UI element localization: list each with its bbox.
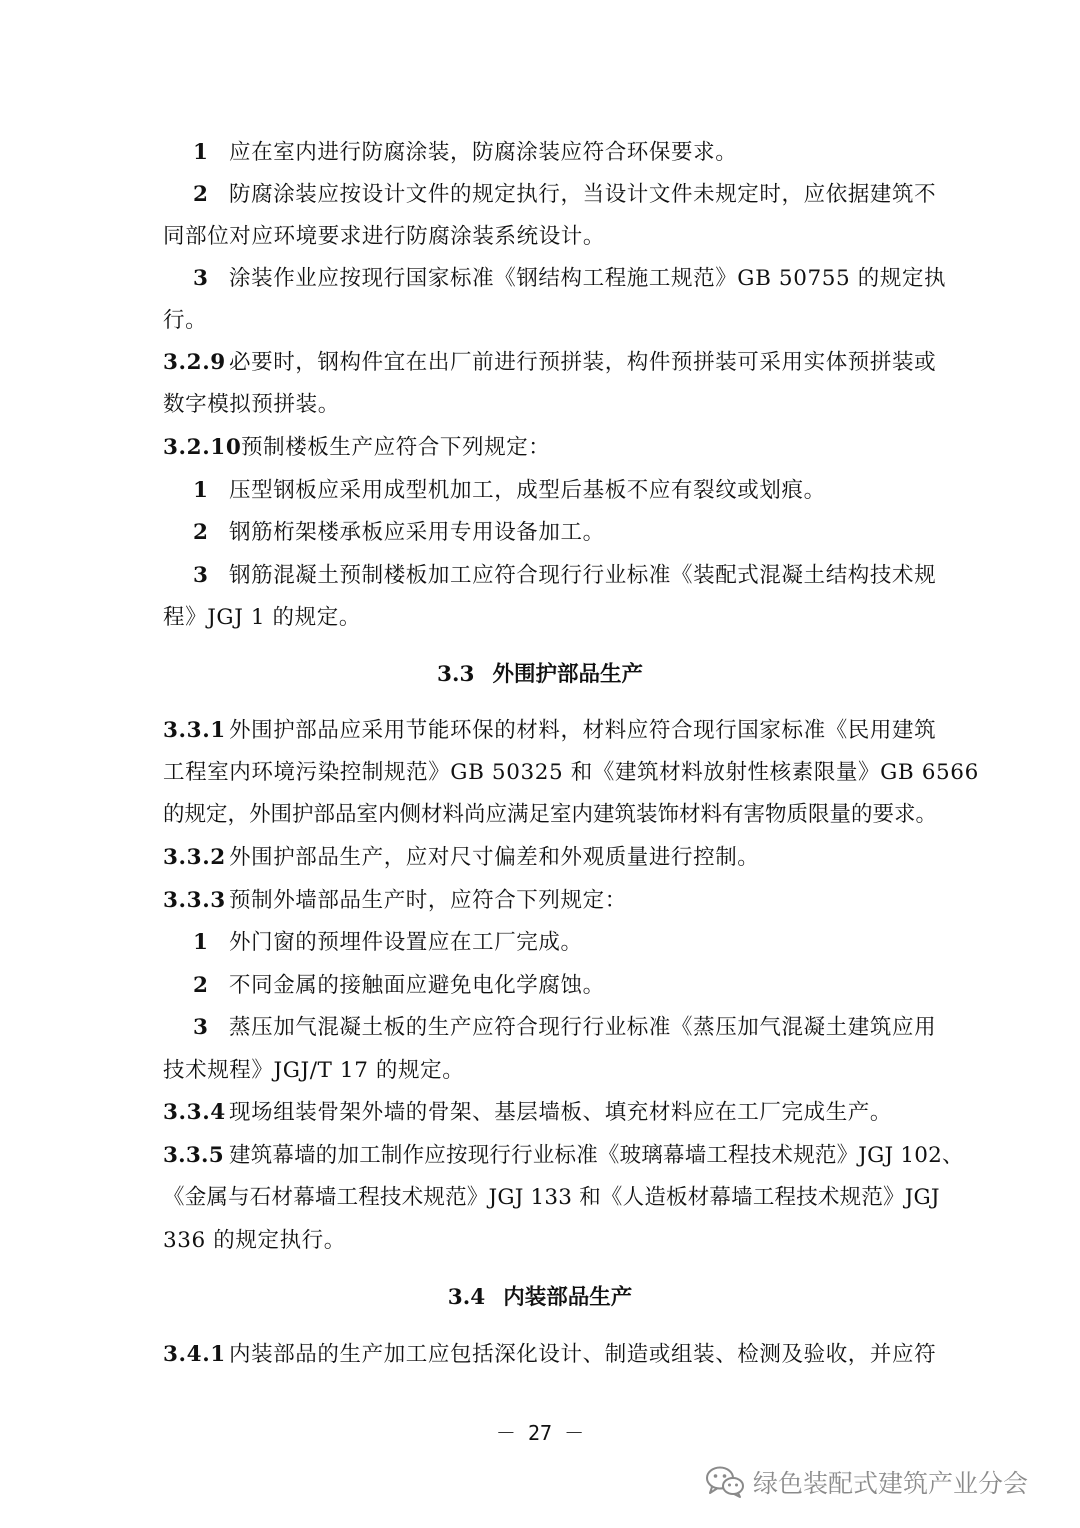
clause-line <box>163 886 923 916</box>
wechat-icon <box>705 1465 745 1499</box>
section-heading <box>0 1283 1080 1313</box>
clause-line <box>163 1098 923 1128</box>
paragraph-line <box>193 971 953 1001</box>
clause-line <box>163 1141 964 1171</box>
paragraph-line <box>193 1013 953 1043</box>
clause-text: 预制外墙部品生产时，应符合下列规定： <box>229 888 627 913</box>
item-text: 涂装作业应按现行国家标准《钢结构工程施工规范》GB 50755 的规定执 <box>229 266 947 291</box>
item-text: 《金属与石材幕墙工程技术规范》JGJ 133 和《人造板材幕墙工程技术规范》JGJ <box>163 1185 940 1210</box>
paragraph-line <box>193 476 953 506</box>
clause-number: 3.3.4 <box>163 1100 226 1125</box>
section-number: 3.3 <box>437 662 475 687</box>
paragraph-line <box>163 758 979 788</box>
item-number: 2 <box>193 973 209 998</box>
item-text: 防腐涂装应按设计文件的规定执行，当设计文件未规定时，应依据建筑不 <box>229 182 937 207</box>
item-text: 的规定，外围护部品室内侧材料尚应满足室内建筑装饰材料有害物质限量的要求。 <box>163 802 938 827</box>
item-number: 1 <box>193 140 209 165</box>
paragraph-line <box>163 1056 923 1086</box>
paragraph-line <box>193 138 953 168</box>
paragraph-line <box>163 306 923 336</box>
paragraph-line <box>163 800 938 830</box>
clause-number: 3.3.2 <box>163 845 226 870</box>
item-text: 蒸压加气混凝土板的生产应符合现行行业标准《蒸压加气混凝土建筑应用 <box>229 1015 937 1040</box>
item-number: 3 <box>193 266 209 291</box>
paragraph-line <box>163 1226 923 1256</box>
clause-number: 3.3.5 <box>163 1143 224 1168</box>
clause-line <box>163 433 923 463</box>
item-number: 3 <box>193 1015 209 1040</box>
item-text: 程》JGJ 1 的规定。 <box>163 605 361 630</box>
item-text: 压型钢板应采用成型机加工，成型后基板不应有裂纹或划痕。 <box>229 478 826 503</box>
watermark-text: 绿色装配式建筑产业分会 <box>753 1469 1029 1498</box>
paragraph-line <box>193 518 953 548</box>
paragraph-line <box>163 1183 940 1213</box>
item-text: 外门窗的预埋件设置应在工厂完成。 <box>229 930 583 955</box>
clause-number: 3.2.10 <box>163 435 242 460</box>
section-number: 3.4 <box>447 1285 486 1310</box>
item-number: 3 <box>193 563 209 588</box>
clause-number: 3.2.9 <box>163 350 226 375</box>
item-text: 同部位对应环境要求进行防腐涂装系统设计。 <box>163 224 606 249</box>
item-text: 应在室内进行防腐涂装，防腐涂装应符合环保要求。 <box>229 140 738 165</box>
item-text: 钢筋桁架楼承板应采用专用设备加工。 <box>229 520 605 545</box>
section-title: 内装部品生产 <box>503 1285 633 1310</box>
clause-number: 3.4.1 <box>163 1342 226 1367</box>
section-heading <box>0 660 1080 690</box>
clause-number: 3.3.3 <box>163 888 226 913</box>
paragraph-line <box>193 264 953 294</box>
item-text: 行。 <box>163 308 208 333</box>
clause-text: 建筑幕墙的加工制作应按现行行业标准《玻璃幕墙工程技术规范》JGJ 102、 <box>229 1143 964 1168</box>
paragraph-line <box>193 928 953 958</box>
clause-text: 现场组装骨架外墙的骨架、基层墙板、填充材料应在工厂完成生产。 <box>229 1100 893 1125</box>
item-number: 1 <box>193 478 209 503</box>
section-title: 外围护部品生产 <box>492 662 643 687</box>
watermark <box>705 1462 1028 1502</box>
clause-text: 内装部品的生产加工应包括深化设计、制造或组装、检测及验收，并应符 <box>229 1342 937 1367</box>
paragraph-line <box>163 390 923 420</box>
clause-text: 预制楼板生产应符合下列规定： <box>241 435 551 460</box>
paragraph-line <box>163 222 923 252</box>
item-number: 1 <box>193 930 209 955</box>
item-text: 钢筋混凝土预制楼板加工应符合现行行业标准《装配式混凝土结构技术规 <box>229 563 937 588</box>
item-text: 336 的规定执行。 <box>163 1228 346 1253</box>
clause-line <box>163 348 937 378</box>
item-text: 数字模拟预拼装。 <box>163 392 340 417</box>
item-text: 工程室内环境污染控制规范》GB 50325 和《建筑材料放射性核素限量》GB 6566 <box>163 760 979 785</box>
item-text: 技术规程》JGJ/T 17 的规定。 <box>163 1058 465 1083</box>
item-text: 不同金属的接触面应避免电化学腐蚀。 <box>229 973 605 998</box>
clause-number: 3.3.1 <box>163 718 226 743</box>
paragraph-line <box>193 180 953 210</box>
clause-text: 外围护部品生产，应对尺寸偏差和外观质量进行控制。 <box>229 845 760 870</box>
clause-line <box>163 1340 937 1370</box>
clause-line <box>163 843 923 873</box>
item-number: 2 <box>193 520 209 545</box>
paragraph-line <box>163 603 923 633</box>
clause-text: 必要时，钢构件宜在出厂前进行预拼装，构件预拼装可采用实体预拼装或 <box>229 350 937 375</box>
clause-line <box>163 716 937 746</box>
item-number: 2 <box>193 182 209 207</box>
paragraph-line <box>193 561 953 591</box>
page-number: － 27 － <box>495 1421 585 1445</box>
clause-text: 外围护部品应采用节能环保的材料，材料应符合现行国家标准《民用建筑 <box>229 718 937 743</box>
